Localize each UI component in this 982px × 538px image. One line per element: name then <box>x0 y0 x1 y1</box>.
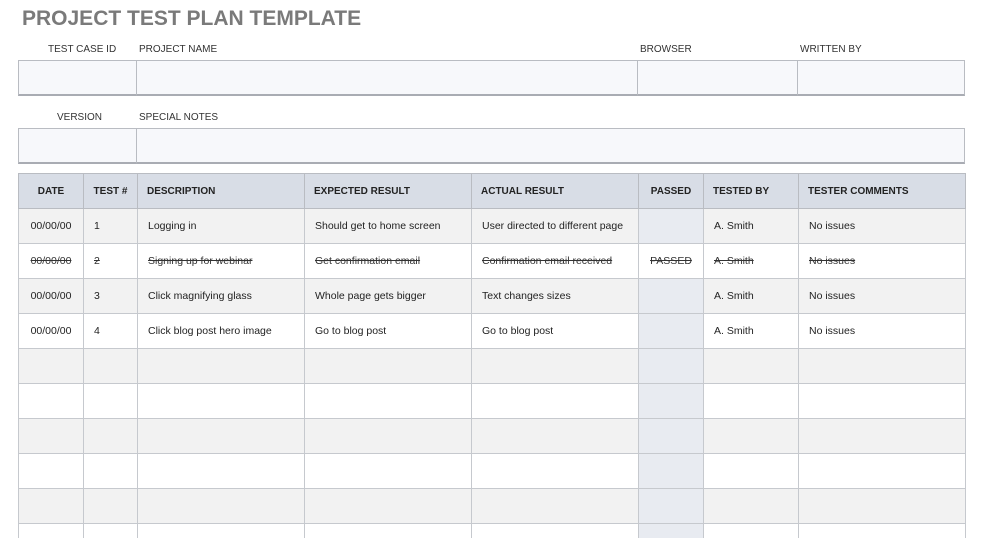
cell-tester-comments[interactable] <box>799 489 966 524</box>
cell-passed[interactable] <box>639 384 704 419</box>
table-row <box>19 349 966 384</box>
cell-description-text: Click magnifying glass <box>148 290 252 302</box>
table-row <box>19 209 966 244</box>
cell-description[interactable] <box>138 384 305 419</box>
header-tester-comments: TESTER COMMENTS <box>799 174 966 209</box>
cell-tested-by[interactable] <box>704 384 799 419</box>
cell-description-text: Click blog post hero image <box>148 325 272 337</box>
test-plan-table <box>18 173 966 538</box>
cell-tested-by-text: A. Smith <box>714 290 754 302</box>
table-row <box>19 384 966 419</box>
cell-tested-by[interactable] <box>704 209 799 244</box>
cell-actual-result[interactable] <box>472 209 639 244</box>
cell-date-text: 00/00/00 <box>30 220 72 232</box>
cell-actual-result[interactable] <box>472 384 639 419</box>
cell-tester-comments-text: No issues <box>809 290 856 302</box>
cell-tester-comments[interactable] <box>799 454 966 489</box>
cell-tested-by[interactable] <box>704 279 799 314</box>
cell-passed[interactable] <box>639 244 704 279</box>
cell-passed[interactable] <box>639 419 704 454</box>
cell-tester-comments-text: No issues <box>809 325 856 337</box>
cell-expected-result[interactable] <box>305 419 472 454</box>
cell-actual-result[interactable] <box>472 279 639 314</box>
cell-expected-result[interactable] <box>305 314 472 349</box>
cell-tested-by[interactable] <box>704 314 799 349</box>
project-name-label: PROJECT NAME <box>139 44 218 55</box>
cell-expected-result-text: Go to blog post <box>315 325 387 337</box>
cell-expected-result[interactable] <box>305 279 472 314</box>
cell-actual-result[interactable] <box>472 524 639 538</box>
cell-tested-by-text: A. Smith <box>714 255 754 267</box>
table-row <box>19 314 966 349</box>
cell-test-number-text: 4 <box>94 325 100 337</box>
cell-date-text: 00/00/00 <box>30 325 72 337</box>
cell-passed[interactable] <box>639 524 704 538</box>
cell-description[interactable] <box>138 279 305 314</box>
cell-expected-result-text: Should get to home screen <box>315 220 441 232</box>
cell-date[interactable] <box>19 349 84 384</box>
cell-date[interactable] <box>19 384 84 419</box>
cell-expected-result[interactable] <box>305 489 472 524</box>
cell-actual-result[interactable] <box>472 489 639 524</box>
cell-date[interactable] <box>19 524 84 538</box>
cell-actual-result-text: Go to blog post <box>482 325 554 337</box>
cell-date[interactable] <box>19 419 84 454</box>
cell-tester-comments[interactable] <box>799 419 966 454</box>
cell-expected-result-text: Whole page gets bigger <box>315 290 426 302</box>
cell-tester-comments[interactable] <box>799 279 966 314</box>
cell-actual-result[interactable] <box>472 349 639 384</box>
cell-description[interactable] <box>138 489 305 524</box>
header-tested-by: TESTED BY <box>704 174 799 209</box>
cell-passed[interactable] <box>639 209 704 244</box>
cell-tester-comments-text: No issues <box>809 255 856 267</box>
cell-tested-by[interactable] <box>704 454 799 489</box>
table-row <box>19 419 966 454</box>
cell-test-number[interactable] <box>84 314 138 349</box>
cell-tested-by[interactable] <box>704 524 799 538</box>
cell-date-text: 00/00/00 <box>30 255 72 267</box>
cell-date[interactable] <box>19 489 84 524</box>
cell-test-number[interactable] <box>84 524 138 538</box>
cell-actual-result-text: Confirmation email received <box>482 255 613 267</box>
cell-expected-result[interactable] <box>305 209 472 244</box>
cell-expected-result[interactable] <box>305 384 472 419</box>
cell-tester-comments[interactable] <box>799 314 966 349</box>
cell-date[interactable] <box>19 314 84 349</box>
test-case-id-field[interactable] <box>18 60 137 96</box>
cell-actual-result[interactable] <box>472 244 639 279</box>
cell-description-text: Logging in <box>148 220 197 232</box>
cell-date-text: 00/00/00 <box>30 290 72 302</box>
cell-tested-by[interactable] <box>704 244 799 279</box>
header-passed: PASSED <box>639 174 704 209</box>
cell-test-number[interactable] <box>84 349 138 384</box>
cell-test-number[interactable] <box>84 279 138 314</box>
special-notes-field[interactable] <box>136 128 965 164</box>
cell-tester-comments[interactable] <box>799 244 966 279</box>
cell-test-number[interactable] <box>84 384 138 419</box>
cell-actual-result[interactable] <box>472 419 639 454</box>
cell-test-number[interactable] <box>84 209 138 244</box>
cell-test-number-text: 2 <box>94 255 100 267</box>
cell-passed[interactable] <box>639 279 704 314</box>
cell-expected-result[interactable] <box>305 349 472 384</box>
header-description: DESCRIPTION <box>138 174 305 209</box>
test-case-id-label: TEST CASE ID <box>48 44 117 55</box>
cell-tester-comments-text: No issues <box>809 220 856 232</box>
cell-tested-by-text: A. Smith <box>714 325 754 337</box>
cell-passed-text: PASSED <box>650 255 692 267</box>
cell-passed[interactable] <box>639 489 704 524</box>
project-name-field[interactable] <box>136 60 638 96</box>
written-by-label: WRITTEN BY <box>800 44 862 55</box>
cell-test-number[interactable] <box>84 454 138 489</box>
browser-label: BROWSER <box>640 44 692 55</box>
cell-tested-by[interactable] <box>704 419 799 454</box>
cell-date[interactable] <box>19 454 84 489</box>
cell-description[interactable] <box>138 419 305 454</box>
cell-test-number[interactable] <box>84 419 138 454</box>
cell-description[interactable] <box>138 209 305 244</box>
cell-tested-by[interactable] <box>704 489 799 524</box>
special-notes-label: SPECIAL NOTES <box>139 112 219 123</box>
cell-date[interactable] <box>19 209 84 244</box>
cell-passed[interactable] <box>639 454 704 489</box>
cell-tested-by[interactable] <box>704 349 799 384</box>
cell-expected-result[interactable] <box>305 524 472 538</box>
header-date: DATE <box>19 174 84 209</box>
cell-actual-result-text: Text changes sizes <box>482 290 571 302</box>
cell-tester-comments[interactable] <box>799 524 966 538</box>
cell-test-number-text: 3 <box>94 290 100 302</box>
cell-actual-result[interactable] <box>472 454 639 489</box>
table-row <box>19 454 966 489</box>
table-row <box>19 489 966 524</box>
cell-tester-comments[interactable] <box>799 384 966 419</box>
page-title: PROJECT TEST PLAN TEMPLATE <box>22 7 362 30</box>
cell-date[interactable] <box>19 244 84 279</box>
cell-description[interactable] <box>138 349 305 384</box>
cell-expected-result[interactable] <box>305 244 472 279</box>
written-by-field[interactable] <box>797 60 965 96</box>
cell-description[interactable] <box>138 524 305 538</box>
cell-date[interactable] <box>19 279 84 314</box>
cell-tester-comments[interactable] <box>799 209 966 244</box>
header-test-number: TEST # <box>84 174 138 209</box>
table-row <box>19 524 966 538</box>
cell-description[interactable] <box>138 244 305 279</box>
cell-description[interactable] <box>138 454 305 489</box>
cell-test-number[interactable] <box>84 489 138 524</box>
version-field[interactable] <box>18 128 137 164</box>
cell-description-text: Signing up for webinar <box>148 255 253 267</box>
cell-description[interactable] <box>138 314 305 349</box>
cell-test-number[interactable] <box>84 244 138 279</box>
cell-passed[interactable] <box>639 349 704 384</box>
cell-expected-result[interactable] <box>305 454 472 489</box>
cell-expected-result-text: Get confirmation email <box>315 255 421 267</box>
cell-test-number-text: 1 <box>94 220 100 232</box>
header-actual-result: ACTUAL RESULT <box>472 174 639 209</box>
cell-tested-by-text: A. Smith <box>714 220 754 232</box>
browser-field[interactable] <box>637 60 798 96</box>
cell-actual-result[interactable] <box>472 314 639 349</box>
table-header-row <box>19 174 966 209</box>
cell-tester-comments[interactable] <box>799 349 966 384</box>
cell-passed[interactable] <box>639 314 704 349</box>
table-row <box>19 279 966 314</box>
version-label: VERSION <box>57 112 103 123</box>
header-expected-result: EXPECTED RESULT <box>305 174 472 209</box>
cell-actual-result-text: User directed to different page <box>482 220 624 232</box>
table-row <box>19 244 966 279</box>
